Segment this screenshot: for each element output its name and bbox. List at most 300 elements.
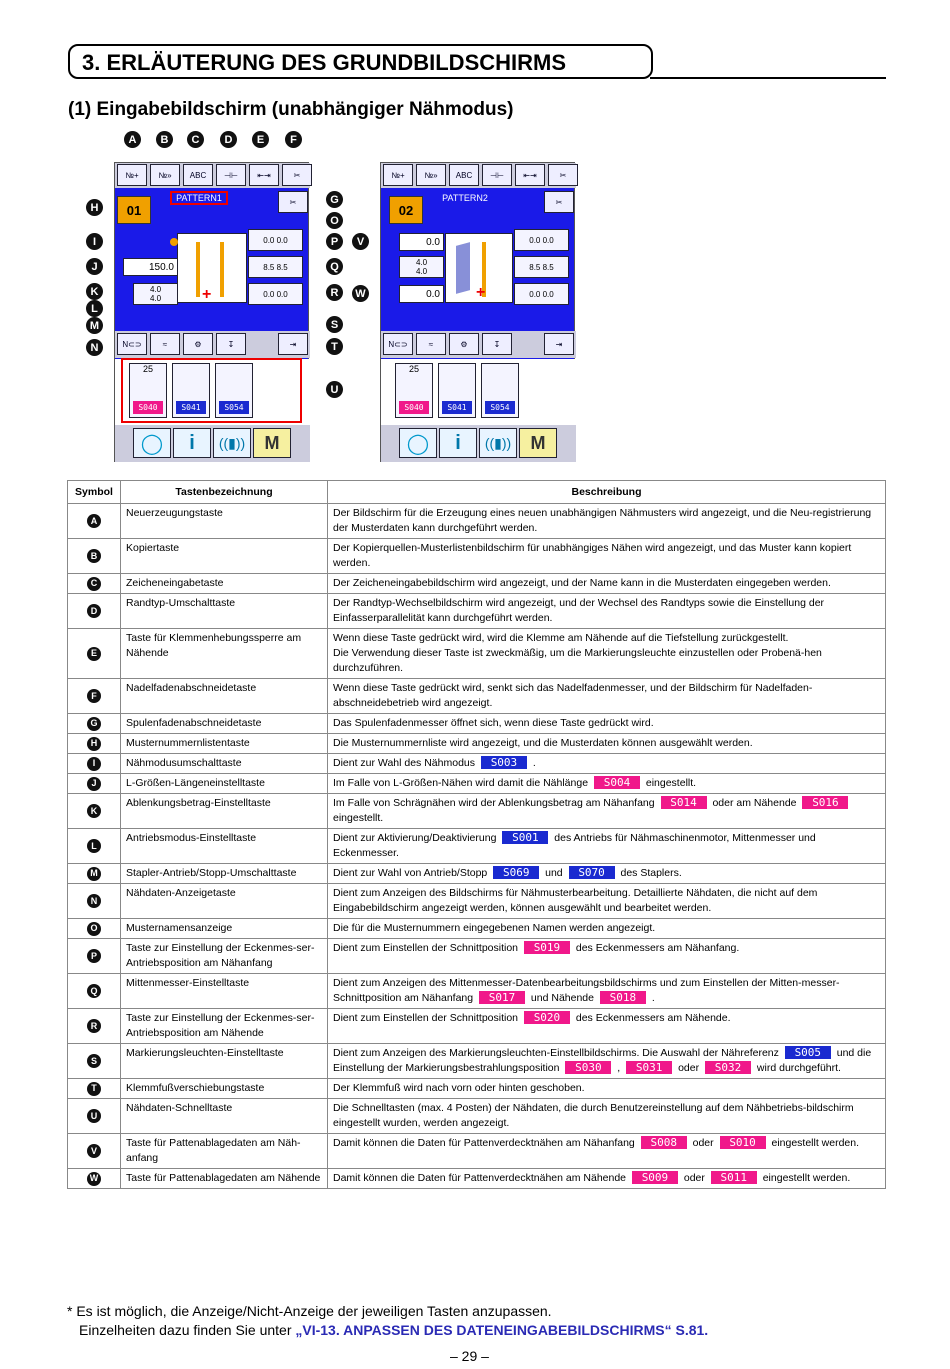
description-text: Die Musternummernliste wird angezeigt, und die Musterdaten können ausgewählt werden. bbox=[333, 737, 753, 749]
setting-code-badge: S011 bbox=[711, 1171, 757, 1184]
description-text: Die Schnelltasten (max. 4 Posten) der Nähdaten, die durch Benutzereinstellung auf dem Nähbetriebs-bildschirm eingestellt wurden, werden angezeigt. bbox=[333, 1102, 854, 1129]
description-line bbox=[333, 776, 880, 791]
row-description bbox=[328, 504, 886, 539]
r-stacker-toggle-button[interactable]: ≈ bbox=[416, 333, 446, 355]
row-description bbox=[328, 1044, 886, 1079]
r-bobbin-thread-cut-button[interactable]: ✂ bbox=[544, 191, 574, 213]
table-row bbox=[68, 714, 886, 734]
row-symbol bbox=[68, 774, 121, 794]
row-description bbox=[328, 939, 886, 974]
table-row bbox=[68, 794, 886, 829]
row-symbol bbox=[68, 1169, 121, 1189]
mode-button[interactable]: M bbox=[253, 428, 291, 458]
description-line bbox=[333, 796, 880, 826]
row-key-name: Zeicheneingabetaste bbox=[121, 574, 328, 594]
row-description bbox=[328, 1169, 886, 1189]
description-line bbox=[333, 941, 880, 956]
callout-l: L bbox=[86, 300, 103, 317]
symbol-badge: T bbox=[87, 1082, 101, 1096]
row-description bbox=[328, 919, 886, 939]
table-row bbox=[68, 539, 886, 574]
description-text: Dient zum Anzeigen des Mittenmesser-Datenbearbeitungsbildschirms und zum Einstellen der Mitten-messer-Schnittposition am Nähanfang bbox=[333, 977, 840, 1004]
description-line bbox=[333, 1046, 880, 1076]
r-clamp-foot-shift-button[interactable]: ⇥ bbox=[544, 333, 574, 355]
stacker-toggle-button[interactable]: ≈ bbox=[150, 333, 180, 355]
description-text: Dient zum Einstellen der Schnittposition bbox=[333, 942, 521, 954]
r-corner-start-r: 0.0 bbox=[542, 235, 554, 245]
r-drive-mode-button[interactable]: ⚙ bbox=[449, 333, 479, 355]
row-symbol bbox=[68, 504, 121, 539]
info-button[interactable]: i bbox=[173, 428, 211, 458]
row-description bbox=[328, 864, 886, 884]
r-copy-button[interactable]: №» bbox=[416, 164, 446, 186]
r-deflection-button[interactable] bbox=[399, 256, 444, 278]
description-text: Im Falle von L-Größen-Nähen wird damit die Nählänge bbox=[333, 777, 591, 789]
callout-j: J bbox=[86, 258, 103, 275]
setting-code-badge: S005 bbox=[785, 1046, 831, 1059]
r-shortcut-2[interactable] bbox=[438, 363, 476, 418]
row-key-name: Ablenkungsbetrag-Einstelltaste bbox=[121, 794, 328, 829]
row-description bbox=[328, 774, 886, 794]
description-text: Die Verwendung dieser Taste ist zweckmäßig, um die Markierungsleuchte einzustellen oder Probenä-hen durchzuführen. bbox=[333, 647, 822, 674]
col-description: Beschreibung bbox=[328, 481, 886, 504]
row-symbol bbox=[68, 574, 121, 594]
row-symbol bbox=[68, 829, 121, 864]
row-symbol bbox=[68, 629, 121, 679]
callout-b: B bbox=[156, 131, 173, 148]
description-line bbox=[333, 1136, 880, 1151]
description-text: oder bbox=[680, 1172, 708, 1184]
table-row bbox=[68, 774, 886, 794]
row-symbol bbox=[68, 919, 121, 939]
callout-t: T bbox=[326, 338, 343, 355]
needle-thread-cut-button[interactable]: ✂ bbox=[282, 164, 312, 186]
description-text: des Eckenmessers am Nähende. bbox=[572, 1012, 731, 1024]
description-text: wird durchgeführt. bbox=[754, 1062, 841, 1074]
footnote-prefix: Einzelheiten dazu finden Sie unter bbox=[79, 1322, 296, 1338]
r-shortcut-1[interactable] bbox=[395, 363, 433, 418]
setting-code-badge: S014 bbox=[661, 796, 707, 809]
sewing-data-display-button[interactable]: N⊂⊃ bbox=[117, 333, 147, 355]
symbol-badge: G bbox=[87, 717, 101, 731]
row-key-name: Antriebsmodus-Einstelltaste bbox=[121, 829, 328, 864]
row-symbol bbox=[68, 679, 121, 714]
r-shortcut-3[interactable] bbox=[481, 363, 519, 418]
footnote-line-2 bbox=[67, 1321, 708, 1340]
table-row bbox=[68, 1169, 886, 1189]
row-description bbox=[328, 974, 886, 1009]
description-line bbox=[333, 716, 880, 731]
symbol-badge: R bbox=[87, 1019, 101, 1033]
shortcut-2-code: S041 bbox=[176, 401, 206, 414]
r-center-knife-start: 8.5 bbox=[529, 262, 541, 272]
pattern-name-display: PATTERN1 bbox=[170, 191, 228, 205]
r-flap-start-field[interactable]: 0.0 bbox=[399, 233, 444, 251]
description-text: Dient zur Wahl von Antrieb/Stopp bbox=[333, 867, 491, 879]
symbol-badge: S bbox=[87, 1054, 101, 1068]
l-size-length-field[interactable]: 150.0 bbox=[123, 258, 178, 276]
symbol-badge: M bbox=[87, 867, 101, 881]
col-symbol: Symbol bbox=[68, 481, 121, 504]
row-description bbox=[328, 794, 886, 829]
description-text: . bbox=[529, 757, 536, 769]
pattern-no-button[interactable]: 01 bbox=[117, 196, 151, 224]
description-text: Damit können die Daten für Pattenverdecktnähen am Nähanfang bbox=[333, 1137, 638, 1149]
row-key-name: Taste für Pattenablagedaten am Näh-anfang bbox=[121, 1134, 328, 1169]
ready-button[interactable]: ◯ bbox=[133, 428, 171, 458]
symbol-badge: J bbox=[87, 777, 101, 791]
description-text: oder am Nähende bbox=[709, 797, 800, 809]
callout-i: I bbox=[86, 233, 103, 250]
center-knife-start: 8.5 bbox=[263, 262, 275, 272]
corner-end-l: 0.0 bbox=[263, 289, 275, 299]
description-line bbox=[333, 541, 880, 571]
col-name: Tastenbezeichnung bbox=[121, 481, 328, 504]
description-text: des Eckenmessers am Nähanfang. bbox=[572, 942, 740, 954]
setting-code-badge: S032 bbox=[705, 1061, 751, 1074]
table-row bbox=[68, 939, 886, 974]
description-line bbox=[333, 921, 880, 936]
r-pattern-no-button[interactable]: 02 bbox=[389, 196, 423, 224]
description-line bbox=[333, 1171, 880, 1186]
description-text: Der Randtyp-Wechselbildschirm wird angezeigt, und der Wechsel des Randtyps sowie die Einstellung der Einfasserparallelität kann durchgeführt werden. bbox=[333, 597, 825, 624]
r-deflection-end: 4.0 bbox=[415, 267, 428, 276]
drive-mode-button[interactable]: ⚙ bbox=[183, 333, 213, 355]
description-line bbox=[333, 681, 880, 711]
section-heading: 3. ERLÄUTERUNG DES GRUNDBILDSCHIRMS bbox=[68, 44, 653, 79]
row-key-name: Musternummernlistentaste bbox=[121, 734, 328, 754]
callout-k: K bbox=[86, 283, 103, 300]
description-text: , bbox=[614, 1062, 624, 1074]
description-text: des Antriebs für Nähmaschinenmotor, Mittenmesser und Eckenmesser. bbox=[333, 832, 816, 859]
row-description bbox=[328, 539, 886, 574]
description-line bbox=[333, 1081, 880, 1096]
description-text: Dient zum Anzeigen des Bildschirms für Nähmusterbearbeitung. Detaillierte Nähdaten, die nicht auf dem Eingabebildschirm angezeigt werden, können ausgewählt und bearbeitet werden. bbox=[333, 887, 818, 914]
center-knife-end: 8.5 bbox=[276, 262, 288, 272]
description-text: Die für die Musternummern eingegebenen Namen werden angezeigt. bbox=[333, 922, 656, 934]
r-pattern-name-display: PATTERN2 bbox=[442, 193, 488, 203]
setting-code-badge: S019 bbox=[524, 941, 570, 954]
description-line bbox=[333, 756, 880, 771]
row-description bbox=[328, 1099, 886, 1134]
description-text: Das Spulenfadenmesser öffnet sich, wenn diese Taste gedrückt wird. bbox=[333, 717, 654, 729]
table-row bbox=[68, 734, 886, 754]
description-text: Dient zur Wahl des Nähmodus bbox=[333, 757, 478, 769]
clamp-lock-button[interactable]: ⇤⇥ bbox=[249, 164, 279, 186]
r-corner-start-l: 0.0 bbox=[529, 235, 541, 245]
row-description bbox=[328, 594, 886, 629]
row-key-name: Kopiertaste bbox=[121, 539, 328, 574]
row-key-name: Nähdaten-Anzeigetaste bbox=[121, 884, 328, 919]
symbol-badge: E bbox=[87, 647, 101, 661]
table-row bbox=[68, 1099, 886, 1134]
shortcut-1-num: 25 bbox=[142, 364, 153, 374]
marking-light-button[interactable]: ↧ bbox=[216, 333, 246, 355]
symbol-badge: D bbox=[87, 604, 101, 618]
setting-code-badge: S070 bbox=[569, 866, 615, 879]
row-key-name: L-Größen-Längeneinstelltaste bbox=[121, 774, 328, 794]
shortcut-1-code: S040 bbox=[133, 401, 163, 414]
row-key-name: Randtyp-Umschalttaste bbox=[121, 594, 328, 629]
symbol-badge: K bbox=[87, 804, 101, 818]
row-key-name: Markierungsleuchten-Einstelltaste bbox=[121, 1044, 328, 1079]
callout-s: S bbox=[326, 316, 343, 333]
description-line bbox=[333, 1101, 880, 1131]
description-text: und bbox=[542, 867, 566, 879]
clamp-foot-shift-button[interactable]: ⇥ bbox=[278, 333, 308, 355]
table-row bbox=[68, 504, 886, 539]
row-description bbox=[328, 754, 886, 774]
table-row bbox=[68, 884, 886, 919]
callout-c: C bbox=[187, 131, 204, 148]
setting-code-badge: S009 bbox=[632, 1171, 678, 1184]
setting-code-badge: S016 bbox=[802, 796, 848, 809]
callout-h: H bbox=[86, 199, 103, 216]
heading-rule bbox=[650, 77, 886, 79]
table-row bbox=[68, 629, 886, 679]
description-line bbox=[333, 886, 880, 916]
row-symbol bbox=[68, 794, 121, 829]
row-symbol bbox=[68, 1044, 121, 1079]
new-create-button[interactable]: №+ bbox=[117, 164, 147, 186]
description-text: Dient zum Einstellen der Schnittposition bbox=[333, 1012, 521, 1024]
description-line bbox=[333, 736, 880, 751]
r-sewing-mode-button[interactable]: + bbox=[445, 233, 513, 303]
callout-o: O bbox=[326, 212, 343, 229]
r-new-create-button[interactable]: №+ bbox=[383, 164, 413, 186]
r-communication-button[interactable]: ((▮)) bbox=[479, 428, 517, 458]
row-key-name: Taste zur Einstellung der Eckenmes-ser-Antriebsposition am Nähanfang bbox=[121, 939, 328, 974]
description-line bbox=[333, 831, 880, 861]
row-symbol bbox=[68, 1079, 121, 1099]
symbol-badge: U bbox=[87, 1109, 101, 1123]
symbol-badge: O bbox=[87, 922, 101, 936]
row-symbol bbox=[68, 754, 121, 774]
corner-start-r: 0.0 bbox=[276, 235, 288, 245]
setting-code-badge: S069 bbox=[493, 866, 539, 879]
row-key-name: Spulenfadenabschneidetaste bbox=[121, 714, 328, 734]
description-text: Der Klemmfuß wird nach vorn oder hinten geschoben. bbox=[333, 1082, 585, 1094]
description-text: Dient zum Anzeigen des Markierungsleuchten-Einstellbildschirms. Die Auswahl der Nähreferenz bbox=[333, 1047, 782, 1059]
description-text: eingestellt werden. bbox=[759, 1172, 851, 1184]
callout-a: A bbox=[124, 131, 141, 148]
row-description bbox=[328, 734, 886, 754]
deflection-start: 4.0 bbox=[149, 285, 162, 294]
page-number: – 29 – bbox=[450, 1348, 489, 1364]
row-symbol bbox=[68, 539, 121, 574]
callout-e: E bbox=[252, 131, 269, 148]
center-knife-button[interactable] bbox=[248, 256, 303, 278]
footnote-line-1: * Es ist möglich, die Anzeige/Nicht-Anzeige der jeweiligen Tasten anzupassen. bbox=[67, 1303, 552, 1319]
row-description bbox=[328, 1009, 886, 1044]
row-symbol bbox=[68, 1134, 121, 1169]
symbol-badge: W bbox=[87, 1172, 101, 1186]
sewing-mode-button[interactable]: + bbox=[177, 233, 247, 303]
r-deflection-start: 4.0 bbox=[415, 258, 428, 267]
r-ready-button[interactable]: ◯ bbox=[399, 428, 437, 458]
r-needle-thread-cut-button[interactable]: ✂ bbox=[548, 164, 578, 186]
row-symbol bbox=[68, 594, 121, 629]
r-corner-knife-start-button[interactable] bbox=[514, 229, 569, 251]
symbol-badge: V bbox=[87, 1144, 101, 1158]
symbol-badge: P bbox=[87, 949, 101, 963]
row-symbol bbox=[68, 974, 121, 1009]
row-description bbox=[328, 714, 886, 734]
setting-code-badge: S003 bbox=[481, 756, 527, 769]
setting-code-badge: S020 bbox=[524, 1011, 570, 1024]
description-line bbox=[333, 976, 880, 1006]
shortcut-highlight-frame bbox=[121, 358, 302, 423]
setting-code-badge: S004 bbox=[594, 776, 640, 789]
row-key-name: Neuerzeugungstaste bbox=[121, 504, 328, 539]
symbol-badge: C bbox=[87, 577, 101, 591]
r-shortcut-1-code: S040 bbox=[399, 401, 429, 414]
table-row bbox=[68, 754, 886, 774]
setting-code-badge: S010 bbox=[720, 1136, 766, 1149]
table-row bbox=[68, 1009, 886, 1044]
r-char-input-button[interactable]: ABC bbox=[449, 164, 479, 186]
r-edge-type-button[interactable]: ⊣⊢ bbox=[482, 164, 512, 186]
table-row bbox=[68, 829, 886, 864]
row-key-name: Nähdaten-Schnelltaste bbox=[121, 1099, 328, 1134]
symbol-badge: L bbox=[87, 839, 101, 853]
row-key-name: Taste zur Einstellung der Eckenmes-ser-Antriebsposition am Nähende bbox=[121, 1009, 328, 1044]
r-corner-end-r: 0.0 bbox=[542, 289, 554, 299]
row-key-name: Nadelfadenabschneidetaste bbox=[121, 679, 328, 714]
symbol-badge: F bbox=[87, 689, 101, 703]
table-row bbox=[68, 1134, 886, 1169]
row-symbol bbox=[68, 714, 121, 734]
subsection-heading: (1) Eingabebildschirm (unabhängiger Nähmodus) bbox=[68, 99, 514, 120]
callout-d: D bbox=[220, 131, 237, 148]
symbol-badge: B bbox=[87, 549, 101, 563]
r-shortcut-2-code: S041 bbox=[442, 401, 472, 414]
table-row bbox=[68, 974, 886, 1009]
communication-button[interactable]: ((▮)) bbox=[213, 428, 251, 458]
description-line bbox=[333, 631, 880, 646]
description-text: Wenn diese Taste gedrückt wird, wird die Klemme am Nähende auf die Tiefstellung zurückgestellt. bbox=[333, 632, 789, 644]
table-row bbox=[68, 1079, 886, 1099]
description-text: Wenn diese Taste gedrückt wird, senkt sich das Nadelfadenmesser, und der Bildschirm für Nadelfaden-abschneidebetrieb wird angezeigt. bbox=[333, 682, 813, 709]
row-description bbox=[328, 574, 886, 594]
description-line bbox=[333, 1011, 880, 1026]
row-symbol bbox=[68, 1099, 121, 1134]
table-row bbox=[68, 1044, 886, 1079]
description-text: Der Zeicheneingabebildschirm wird angezeigt, und der Name kann in die Musterdaten eingegeben werden. bbox=[333, 577, 831, 589]
setting-code-badge: S008 bbox=[641, 1136, 687, 1149]
callout-g: G bbox=[326, 191, 343, 208]
footnote bbox=[67, 1302, 708, 1340]
r-shortcut-3-code: S054 bbox=[485, 401, 515, 414]
description-text: und die Einstellung der Markierungsbestrahlungsposition bbox=[333, 1047, 872, 1074]
deflection-end: 4.0 bbox=[149, 294, 162, 303]
row-symbol bbox=[68, 884, 121, 919]
mode-dot-1 bbox=[170, 238, 178, 246]
r-info-button[interactable]: i bbox=[439, 428, 477, 458]
description-text: eingestellt. bbox=[333, 812, 384, 824]
row-key-name: Mittenmesser-Einstelltaste bbox=[121, 974, 328, 1009]
callout-r: R bbox=[326, 284, 343, 301]
row-key-name: Nähmodusumschalttaste bbox=[121, 754, 328, 774]
row-description bbox=[328, 679, 886, 714]
row-symbol bbox=[68, 1009, 121, 1044]
callout-f: F bbox=[285, 131, 302, 148]
table-row bbox=[68, 594, 886, 629]
callout-v: V bbox=[352, 233, 369, 250]
description-text: und Nähende bbox=[528, 992, 597, 1004]
description-text: oder bbox=[675, 1062, 703, 1074]
symbol-badge: A bbox=[87, 514, 101, 528]
corner-end-r: 0.0 bbox=[276, 289, 288, 299]
row-description bbox=[328, 829, 886, 864]
callout-q: Q bbox=[326, 258, 343, 275]
r-center-knife-end: 8.5 bbox=[542, 262, 554, 272]
table-row bbox=[68, 864, 886, 884]
setting-code-badge: S018 bbox=[600, 991, 646, 1004]
table-row bbox=[68, 574, 886, 594]
row-key-name: Taste für Pattenablagedaten am Nähende bbox=[121, 1169, 328, 1189]
footnote-link[interactable]: „VI-13. ANPASSEN DES DATENEINGABEBILDSCHIRMS“ S.81. bbox=[295, 1322, 709, 1338]
description-text: Damit können die Daten für Pattenverdecktnähen am Nähende bbox=[333, 1172, 629, 1184]
r-center-knife-button[interactable] bbox=[514, 256, 569, 278]
r-corner-knife-end-button[interactable] bbox=[514, 283, 569, 305]
r-marking-light-button[interactable]: ↧ bbox=[482, 333, 512, 355]
row-description bbox=[328, 1134, 886, 1169]
description-text: eingestellt werden. bbox=[768, 1137, 860, 1149]
r-mode-button[interactable]: M bbox=[519, 428, 557, 458]
right-input-screen bbox=[380, 162, 575, 462]
row-key-name: Klemmfußverschiebungstaste bbox=[121, 1079, 328, 1099]
callout-m: M bbox=[86, 317, 103, 334]
description-line bbox=[333, 576, 880, 591]
description-line bbox=[333, 866, 880, 881]
description-text: Im Falle von Schrägnähen wird der Ablenkungsbetrag am Nähanfang bbox=[333, 797, 658, 809]
description-line bbox=[333, 596, 880, 626]
shortcut-3-code: S054 bbox=[219, 401, 249, 414]
char-input-button[interactable]: ABC bbox=[183, 164, 213, 186]
r-sewing-data-display-button[interactable]: N⊂⊃ bbox=[383, 333, 413, 355]
description-text: . bbox=[648, 992, 655, 1004]
r-shortcut-1-num: 25 bbox=[408, 364, 419, 374]
bobbin-thread-cut-button[interactable]: ✂ bbox=[278, 191, 308, 213]
description-table bbox=[67, 480, 886, 1189]
callout-n: N bbox=[86, 339, 103, 356]
copy-button[interactable]: №» bbox=[150, 164, 180, 186]
corner-knife-start-button[interactable] bbox=[248, 229, 303, 251]
row-description bbox=[328, 1079, 886, 1099]
description-text: Der Kopierquellen-Musterlistenbildschirm für unabhängiges Nähen wird angezeigt, und das Muster kann kopiert werden. bbox=[333, 542, 852, 569]
description-text: Dient zur Aktivierung/Deaktivierung bbox=[333, 832, 500, 844]
row-description bbox=[328, 884, 886, 919]
setting-code-badge: S031 bbox=[626, 1061, 672, 1074]
r-clamp-lock-button[interactable]: ⇤⇥ bbox=[515, 164, 545, 186]
description-text: Der Bildschirm für die Erzeugung eines neuen unabhängigen Nähmusters wird angezeigt, und die Neu-registrierung der Musterdaten kann durchgeführt werden. bbox=[333, 507, 872, 534]
callout-w: W bbox=[352, 285, 369, 302]
row-key-name: Musternamensanzeige bbox=[121, 919, 328, 939]
row-key-name: Taste für Klemmenhebungssperre am Nähende bbox=[121, 629, 328, 679]
description-line bbox=[333, 646, 880, 676]
row-symbol bbox=[68, 864, 121, 884]
table-row bbox=[68, 679, 886, 714]
r-flap-end-field[interactable]: 0.0 bbox=[399, 285, 444, 303]
deflection-amount-button[interactable] bbox=[133, 283, 178, 305]
edge-type-button[interactable]: ⊣⊢ bbox=[216, 164, 246, 186]
callout-u: U bbox=[326, 381, 343, 398]
setting-code-badge: S017 bbox=[479, 991, 525, 1004]
setting-code-badge: S001 bbox=[502, 831, 548, 844]
callout-p: P bbox=[326, 233, 343, 250]
corner-knife-end-button[interactable] bbox=[248, 283, 303, 305]
